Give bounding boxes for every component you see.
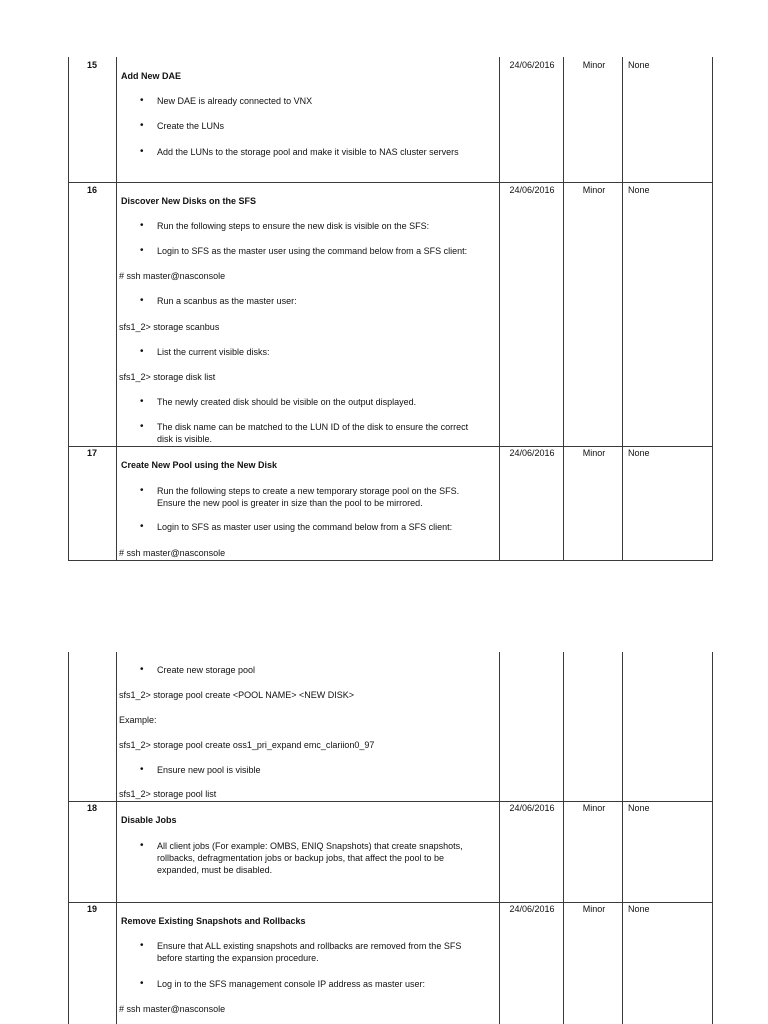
row-number: 18 bbox=[86, 803, 97, 813]
row-impact: None bbox=[628, 185, 650, 195]
row-severity: Minor bbox=[582, 448, 606, 458]
row-title: Add New DAE bbox=[121, 71, 182, 81]
table-divider bbox=[116, 652, 117, 1024]
command-line: sfs1_2> storage pool create oss1_pri_expand emc_clariion0_97 bbox=[119, 740, 375, 750]
row-number: 15 bbox=[86, 60, 97, 70]
table-page-1: 15 Add New DAE New DAE is already connected to VNX Create the LUNs Add the LUNs to the storage pool and make it visible to NAS cluster servers 24/06/2016 Minor None 16 Discover New Disks on the SFS Run the following steps to ensure the new disk is visible on the SFS: Login to SFS as the master user using the command below from a SFS client: # ssh master@nasconsole Run a scanbus as the master user: sfs1_2> storage scanbus List the current visible disks: sfs1_2> storage disk list The newly created disk should be visible on the output displayed. The disk name can be matched to the LUN ID of the disk to ensure the correct disk is visible. 24/06/2016 Minor None 17 Create New Pool using the New Disk Run the following steps to create a new temporary storage pool on the SFS. Ensure the new pool is greater in size than the pool to be mirrored. Login to SFS as master user using the command below from a SFS client: # ssh master@nasconsole 24/06/2016 Minor None bbox=[0, 0, 768, 600]
row-impact: None bbox=[628, 448, 650, 458]
command-line: # ssh master@nasconsole bbox=[119, 271, 226, 281]
row-number: 16 bbox=[86, 185, 97, 195]
table-page-2: Create new storage pool sfs1_2> storage pool create <POOL NAME> <NEW DISK> Example: sfs1_2> storage pool create oss1_pri_expand emc_clariion0_97 Ensure new pool is visible sfs1_2> storage pool list 18 Disable Jobs All client jobs (For example: OMBS, ENIQ Snapshots) that create snapshots, rollbacks, defragmentation jobs or backup jobs, that affect the pool to be expanded, must be disabled. 24/06/2016 Minor None 19 Remove Existing Snapshots and Rollbacks Ensure that ALL existing snapshots and rollbacks are removed from the SFS before starting the expansion procedure. Log in to the SFS management console IP address as master user: # ssh master@nasconsole 24/06/2016 Minor None bbox=[0, 0, 768, 1024]
row-title: Discover New Disks on the SFS bbox=[121, 196, 257, 206]
row-impact: None bbox=[628, 803, 650, 813]
row-title: Disable Jobs bbox=[121, 815, 177, 825]
row-severity: Minor bbox=[582, 60, 606, 70]
row-date: 24/06/2016 bbox=[509, 185, 555, 195]
command-line: sfs1_2> storage disk list bbox=[119, 372, 216, 382]
row-date: 24/06/2016 bbox=[509, 904, 555, 914]
command-line: sfs1_2> storage pool list bbox=[119, 789, 217, 799]
command-line: sfs1_2> storage pool create <POOL NAME> <NEW DISK> bbox=[119, 690, 355, 700]
command-line: # ssh master@nasconsole bbox=[119, 1004, 226, 1014]
row-impact: None bbox=[628, 904, 650, 914]
command-line: # ssh master@nasconsole bbox=[119, 548, 226, 558]
row-title: Create New Pool using the New Disk bbox=[121, 460, 278, 470]
table-border-left bbox=[68, 652, 69, 1024]
row-severity: Minor bbox=[582, 803, 606, 813]
row-severity: Minor bbox=[582, 904, 606, 914]
row-impact: None bbox=[628, 60, 650, 70]
command-line: sfs1_2> storage scanbus bbox=[119, 322, 220, 332]
row-number: 19 bbox=[86, 904, 97, 914]
table-divider bbox=[499, 652, 500, 1024]
row-severity: Minor bbox=[582, 185, 606, 195]
row-date: 24/06/2016 bbox=[509, 448, 555, 458]
row-date: 24/06/2016 bbox=[509, 803, 555, 813]
row-date: 24/06/2016 bbox=[509, 60, 555, 70]
table-divider bbox=[622, 652, 623, 1024]
row-title: Remove Existing Snapshots and Rollbacks bbox=[121, 916, 306, 926]
table-border-right bbox=[712, 652, 713, 1024]
row-number: 17 bbox=[86, 448, 97, 458]
table-divider bbox=[563, 652, 564, 1024]
command-line: Example: bbox=[119, 715, 157, 725]
